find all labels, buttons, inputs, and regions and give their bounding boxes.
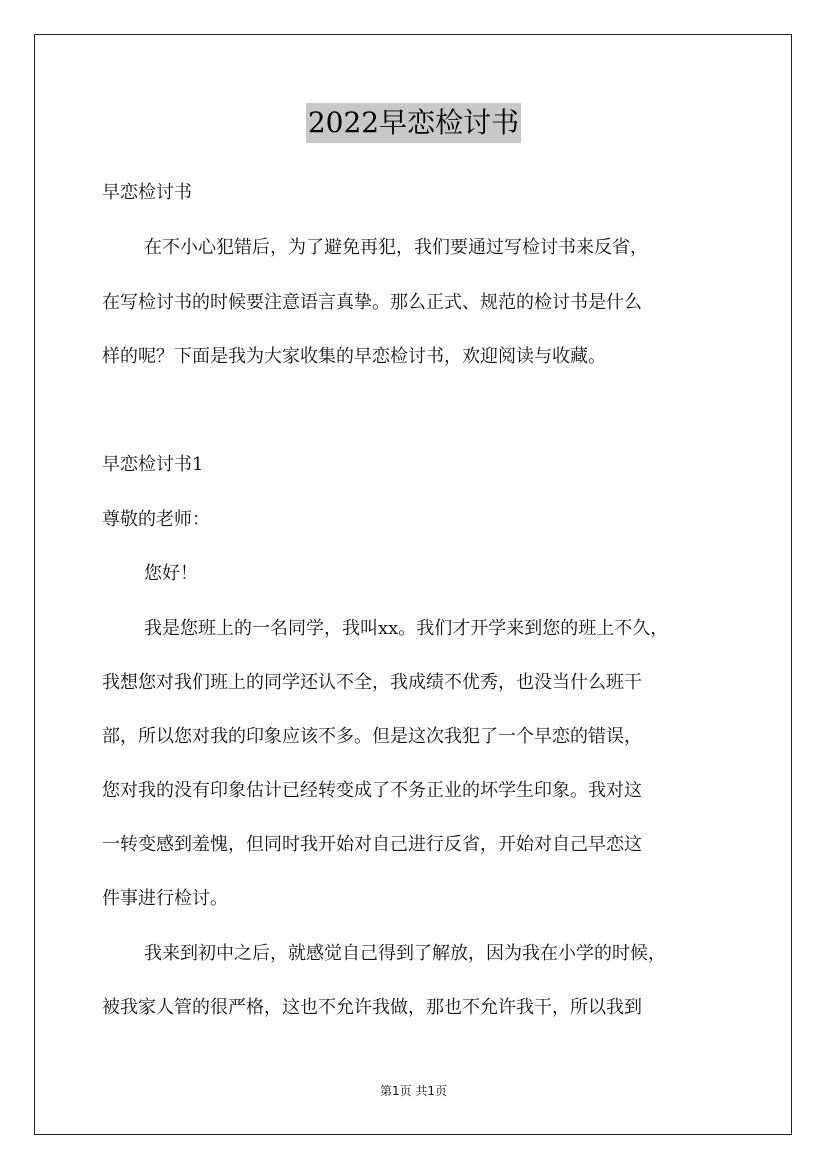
paragraph-line: 样的呢？下面是我为大家收集的早恋检讨书，欢迎阅读与收藏。 (102, 346, 606, 367)
document-title: 2022早恋检讨书 (306, 103, 521, 143)
paragraph-line: 在写检讨书的时候要注意语言真挚。那么正式、规范的检讨书是什么 (102, 292, 642, 313)
page-footer: 第1页 共1页 (379, 1084, 448, 1098)
title-container (0, 103, 827, 143)
subsection-heading: 早恋检讨书1 (102, 454, 204, 475)
paragraph-line: 我是您班上的一名同学，我叫xx。我们才开学来到您的班上不久， (144, 618, 669, 639)
section-heading: 早恋检讨书 (102, 182, 192, 203)
salutation: 尊敬的老师： (102, 509, 210, 530)
paragraph-line: 一转变感到羞愧，但同时我开始对自己进行反省，开始对自己早恋这 (102, 834, 642, 855)
paragraph-line: 部，所以您对我的印象应该不多。但是这次我犯了一个早恋的错误， (102, 726, 642, 747)
paragraph-line: 您对我的没有印象估计已经转变成了不务正业的坏学生印象。我对这 (102, 780, 642, 801)
paragraph-line: 我来到初中之后，就感觉自己得到了解放，因为我在小学的时候， (144, 943, 666, 964)
paragraph-line: 被我家人管的很严格，这也不允许我做，那也不允许我干，所以我到 (102, 997, 642, 1018)
paragraph-line: 件事进行检讨。 (102, 888, 228, 909)
paragraph-line: 在不小心犯错后，为了避免再犯，我们要通过写检讨书来反省， (144, 237, 648, 258)
paragraph-line: 我想您对我们班上的同学还认不全，我成绩不优秀，也没当什么班干 (102, 672, 642, 693)
greeting: 您好！ (144, 563, 198, 584)
